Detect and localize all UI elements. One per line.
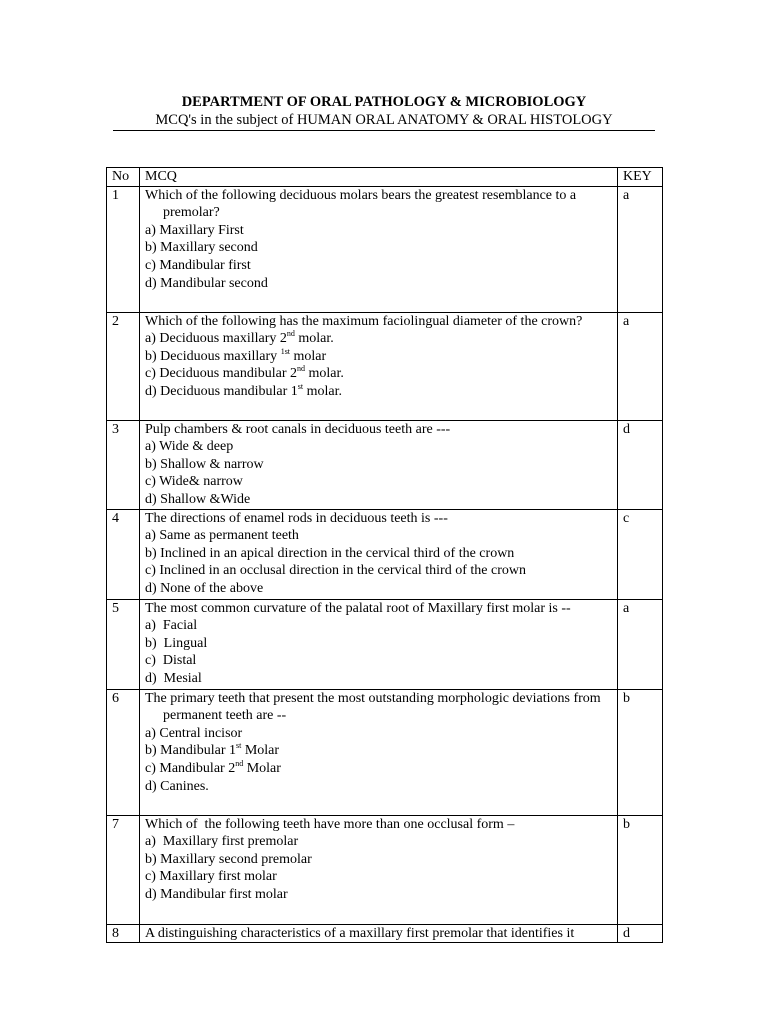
document-header — [106, 94, 662, 129]
mcq-table — [106, 167, 663, 943]
question-cell — [140, 689, 618, 815]
table-header-row — [107, 168, 663, 187]
question-cell — [140, 509, 618, 599]
table-row — [107, 924, 663, 943]
option-d: d) Mandibular second — [145, 275, 268, 291]
department-title: DEPARTMENT OF ORAL PATHOLOGY & MICROBIOLOGY — [181, 94, 587, 110]
question-number: 2 — [107, 312, 140, 420]
question-number: 1 — [107, 186, 140, 312]
option-b: b) Deciduous maxillary $^{1st}$ molar — [145, 346, 327, 364]
option-c: c) Mandibular 2nd Molar — [145, 758, 281, 776]
header-rule — [113, 130, 655, 131]
question-text: A distinguishing characteristics of a maxillary first premolar that identifies it — [145, 925, 575, 941]
question-text: Which of the following has the maximum faciolingual diameter of the crown? — [145, 313, 583, 329]
answer-key: c — [618, 509, 663, 599]
option-a: a) Facial — [145, 618, 198, 634]
option-b: b) Lingual — [145, 635, 208, 651]
option-d: d) Mandibular first molar — [145, 886, 288, 902]
subject-subtitle: MCQ's in the subject of HUMAN ORAL ANATOMY & ORAL HISTOLOGY — [155, 112, 613, 128]
question-text: Pulp chambers & root canals in deciduous teeth are --- — [145, 421, 451, 437]
option-d: d) None of the above — [145, 580, 264, 596]
option-b: b) Mandibular 1st Molar — [145, 741, 280, 759]
table-row — [107, 815, 663, 924]
table-row — [107, 312, 663, 420]
question-text: The primary teeth that present the most outstanding morphologic deviations from permanent teeth are -- — [145, 690, 601, 724]
answer-key: b — [618, 689, 663, 815]
option-b: b) Maxillary second premolar — [145, 851, 312, 867]
option-a: a) Deciduous maxillary 2nd molar. — [145, 329, 334, 347]
question-cell — [140, 599, 618, 689]
option-a: a) Maxillary First — [145, 222, 244, 238]
option-a: a) Wide & deep — [145, 439, 234, 455]
question-text: The directions of enamel rods in deciduous teeth is --- — [145, 510, 448, 526]
question-number: 3 — [107, 420, 140, 509]
option-a: a) Maxillary first premolar — [145, 834, 299, 850]
table-row — [107, 186, 663, 312]
header-no: No — [107, 168, 140, 187]
question-number: 7 — [107, 815, 140, 924]
question-text: The most common curvature of the palatal root of Maxillary first molar is -- — [145, 600, 571, 616]
option-c: c) Wide& narrow — [145, 474, 243, 490]
option-b: b) Inclined in an apical direction in the cervical third of the crown — [145, 545, 515, 561]
question-number: 4 — [107, 509, 140, 599]
option-d: d) Shallow &Wide — [145, 491, 251, 507]
question-cell — [140, 312, 618, 420]
option-c: c) Maxillary first molar — [145, 869, 277, 885]
option-b: b) Shallow & narrow — [145, 456, 264, 472]
question-number: 5 — [107, 599, 140, 689]
table-row — [107, 599, 663, 689]
header-mcq: MCQ — [140, 168, 618, 187]
answer-key: a — [618, 186, 663, 312]
question-cell — [140, 815, 618, 924]
table-row — [107, 509, 663, 599]
option-d: d) Mesial — [145, 670, 202, 686]
question-number: 8 — [107, 924, 140, 943]
header-key: KEY — [618, 168, 663, 187]
option-a: a) Same as permanent teeth — [145, 528, 299, 544]
question-text: Which of the following teeth have more than one occlusal form – — [145, 816, 515, 832]
question-cell — [140, 924, 618, 943]
answer-key: a — [618, 599, 663, 689]
option-c: c) Mandibular first — [145, 257, 251, 273]
question-number: 6 — [107, 689, 140, 815]
option-c: c) Deciduous mandibular 2nd molar. — [145, 364, 344, 382]
table-row — [107, 420, 663, 509]
option-b: b) Maxillary second — [145, 240, 258, 256]
answer-key: d — [618, 420, 663, 509]
question-text: Which of the following deciduous molars bears the greatest resemblance to a premolar? — [145, 187, 577, 221]
question-cell — [140, 186, 618, 312]
option-c: c) Distal — [145, 653, 197, 669]
option-d: d) Deciduous mandibular 1st molar. — [145, 381, 343, 399]
option-c: c) Inclined in an occlusal direction in the cervical third of the crown — [145, 563, 526, 579]
answer-key: d — [618, 924, 663, 943]
answer-key: b — [618, 815, 663, 924]
option-a: a) Central incisor — [145, 725, 243, 741]
option-d: d) Canines. — [145, 778, 209, 794]
answer-key: a — [618, 312, 663, 420]
table-row — [107, 689, 663, 815]
question-cell — [140, 420, 618, 509]
